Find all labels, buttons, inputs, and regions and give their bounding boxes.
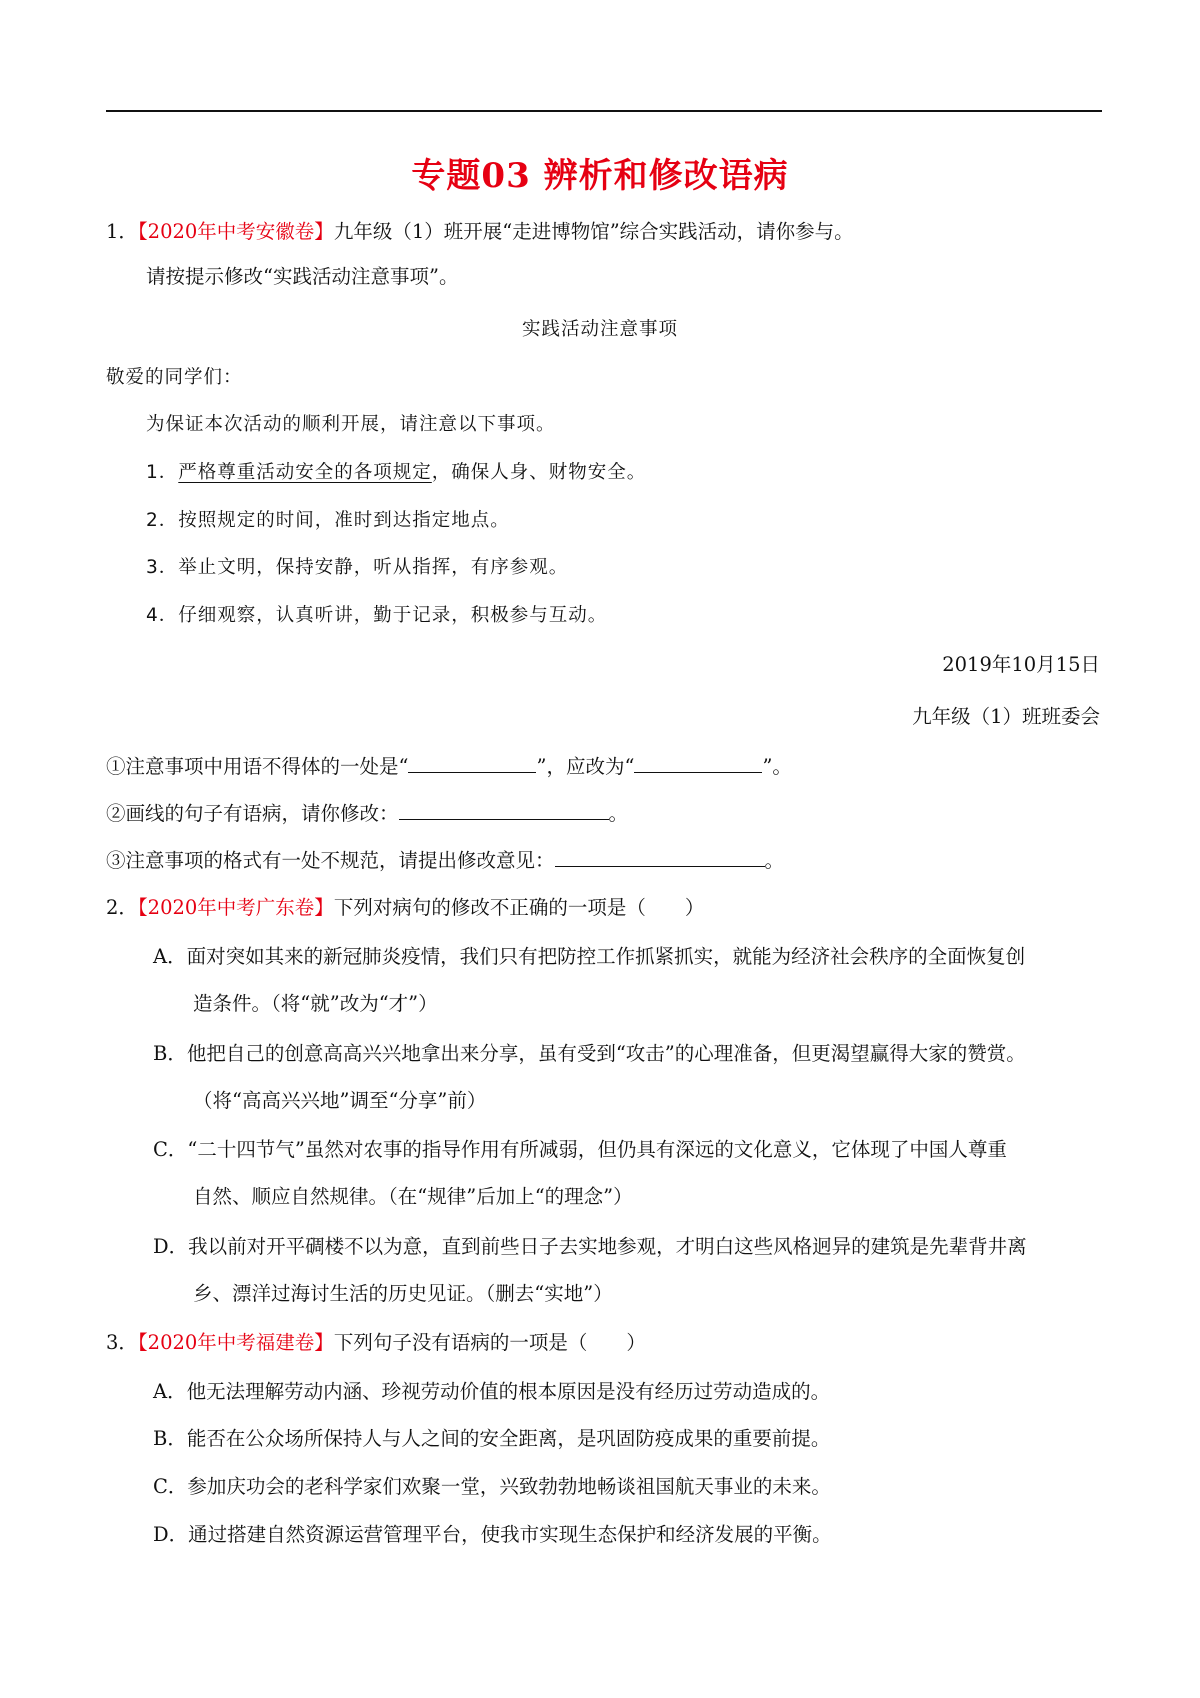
q1-sub3-part-a: ③注意事项的格式有一处不规范，请提出修改意见：	[106, 849, 555, 872]
q3-option-c: C．参加庆功会的老科学家们欢聚一堂，兴致勃勃地畅谈祖国航天事业的未来。	[153, 1475, 831, 1498]
q2-stem-line	[106, 893, 704, 923]
q3-stem-line	[106, 1328, 646, 1358]
q1-number: 1．	[106, 220, 138, 243]
q1-sub3-part-b: 。	[764, 849, 785, 872]
page-title: 专题03 辨析和修改语病	[411, 156, 789, 196]
header-rule	[106, 110, 1102, 112]
q1-stem-line	[106, 217, 854, 247]
q2-option-b-line-2: （将“高高兴兴地”调至“分享”前）	[193, 1089, 487, 1112]
q1-subquestion-3	[106, 846, 784, 876]
notice-greeting: 敬爱的同学们：	[106, 367, 243, 388]
notice-heading: 实践活动注意事项	[521, 319, 678, 340]
q2-option-c-line-1: C．“二十四节气”虽然对农事的指导作用有所减弱，但仍具有深远的文化意义，它体现了中国人尊重	[153, 1138, 1007, 1161]
q1-sub1-part-b: ”，应改为“	[536, 755, 635, 778]
notice-item-1-number: 1．	[146, 462, 179, 483]
notice-item-1-rest: ，确保人身、财物安全。	[431, 462, 647, 483]
notice-item-3: 3．举止文明，保持安静，听从指挥，有序参观。	[146, 557, 569, 578]
q2-option-d-line-1: D．我以前对开平碉楼不以为意，直到前些日子去实地参观，才明白这些风格迥异的建筑是先辈背井离	[153, 1235, 1027, 1258]
notice-item-1-underlined: 严格尊重活动安全的各项规定	[178, 462, 432, 483]
notice-item-1	[146, 458, 646, 488]
answer-blank-2[interactable]	[634, 752, 762, 773]
notice-intro: 为保证本次活动的顺利开展，请注意以下事项。	[146, 414, 556, 435]
notice-item-4: 4．仔细观察，认真听讲，勤于记录，积极参与互动。	[146, 605, 608, 626]
q1-subquestion-2	[106, 799, 628, 829]
q3-option-b: B．能否在公众场所保持人与人之间的安全距离，是巩固防疫成果的重要前提。	[153, 1427, 831, 1450]
q1-sub2-part-b: 。	[608, 802, 629, 825]
q2-source: 【2020年中考广东卷】	[137, 896, 334, 919]
answer-blank-4[interactable]	[555, 846, 765, 867]
q3-option-a: A．他无法理解劳动内涵、珍视劳动价值的根本原因是没有经历过劳动造成的。	[153, 1380, 831, 1403]
q1-subquestion-1	[106, 752, 792, 782]
q1-sub1-part-c: ”。	[762, 755, 792, 778]
answer-blank-3[interactable]	[399, 799, 609, 820]
q2-option-a-line-1: A．面对突如其来的新冠肺炎疫情，我们只有把防控工作抓紧抓实，就能为经济社会秩序的全面恢复创	[153, 945, 1026, 968]
q2-stem: 下列对病句的修改不正确的一项是（ ）	[333, 896, 705, 919]
q2-option-c-line-2: 自然、顺应自然规律。（在“规律”后加上“的理念”）	[193, 1185, 633, 1208]
q2-option-b-line-1: B．他把自己的创意高高兴兴地拿出来分享，虽有受到“攻击”的心理准备，但更渴望赢得大家的赞赏。	[153, 1042, 1026, 1065]
q2-option-a-line-2: 造条件。（将“就”改为“才”）	[193, 992, 438, 1015]
q1-sub1-part-a: ①注意事项中用语不得体的一处是“	[106, 755, 409, 778]
q3-number: 3．	[106, 1331, 138, 1354]
notice-date: 2019年10月15日	[942, 653, 1100, 676]
notice-signature: 九年级（1）班班委会	[912, 705, 1100, 728]
q1-stem: 九年级（1）班开展“走进博物馆”综合实践活动，请你参与。	[333, 220, 854, 243]
q3-source: 【2020年中考福建卷】	[137, 1331, 334, 1354]
q1-sub2-part-a: ②画线的句子有语病，请你修改：	[106, 802, 399, 825]
q3-stem: 下列句子没有语病的一项是（ ）	[333, 1331, 646, 1354]
q1-source: 【2020年中考安徽卷】	[137, 220, 334, 243]
q2-option-d-line-2: 乡、漂洋过海讨生活的历史见证。（删去“实地”）	[193, 1282, 613, 1305]
q3-option-d: D．通过搭建自然资源运营管理平台，使我市实现生态保护和经济发展的平衡。	[153, 1523, 832, 1546]
q2-number: 2．	[106, 896, 138, 919]
q1-instruction: 请按提示修改“实践活动注意事项”。	[146, 265, 459, 288]
answer-blank-1[interactable]	[408, 752, 536, 773]
notice-item-2: 2．按照规定的时间，准时到达指定地点。	[146, 510, 510, 531]
